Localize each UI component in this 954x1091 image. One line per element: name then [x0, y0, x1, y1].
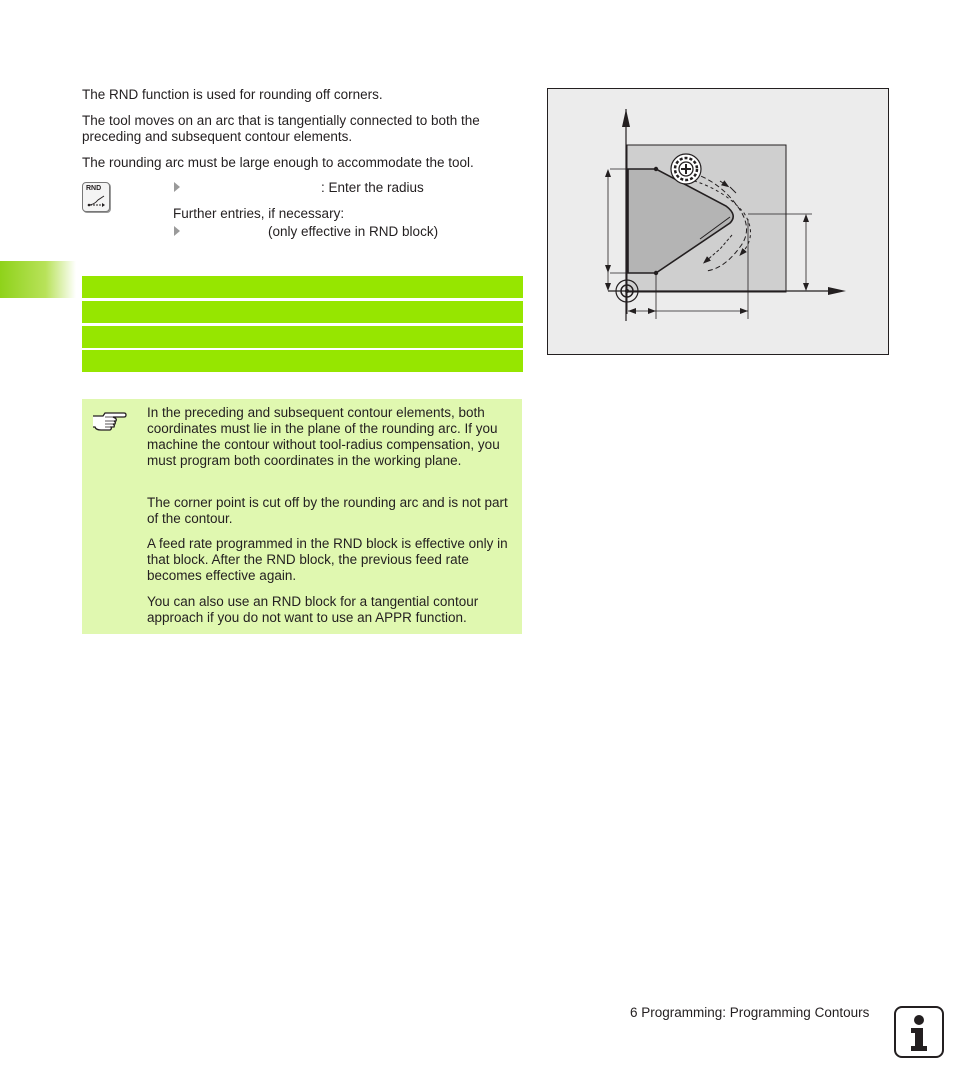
rnd-key-icon[interactable] [82, 182, 110, 212]
chapter-side-tab [0, 261, 76, 298]
note-paragraph-1: In the preceding and subsequent contour elements, both coordinates must lie in the plane of the rounding arc. If you machine the contour without tool-radius compensation, you must program both coordinates in the working plane. [147, 405, 500, 468]
note-paragraph-3: A feed rate programmed in the RND block is effective only in that block. After the RND block, the previous feed rate becomes effective again. [147, 536, 508, 583]
example-row-2 [82, 301, 523, 323]
step-arrow-icon [174, 182, 180, 192]
rounding-arc-icon [86, 195, 107, 207]
pointing-hand-icon [91, 408, 127, 432]
example-row-3 [82, 326, 523, 348]
step-arrow-icon [174, 226, 180, 236]
footer-chapter-title: 6 Programming: Programming Contours [630, 1005, 870, 1020]
rounding-figure [547, 88, 889, 355]
step-1-text: : Enter the radius [321, 180, 424, 195]
further-entries-text: Further entries, if necessary: [173, 206, 345, 221]
info-glyph [896, 1008, 942, 1056]
rounding-diagram [548, 89, 888, 354]
note-paragraph-2: The corner point is cut off by the rounding arc and is not part of the contour. [147, 495, 508, 526]
rnd-key-label: RND [86, 185, 102, 192]
info-icon[interactable] [894, 1006, 944, 1058]
step-2-text: (only effective in RND block) [268, 224, 439, 239]
intro-paragraph-3: The rounding arc must be large enough to accommodate the tool. [82, 155, 474, 170]
example-row-4 [82, 350, 523, 372]
intro-paragraph-2: The tool moves on an arc that is tangentially connected to both the preceding and subsequent contour elements. [82, 113, 480, 144]
intro-paragraph-1: The RND function is used for rounding off corners. [82, 87, 383, 102]
note-paragraph-4: You can also use an RND block for a tangential contour approach if you do not want to use an APPR function. [147, 594, 479, 625]
example-row-1 [82, 276, 523, 298]
